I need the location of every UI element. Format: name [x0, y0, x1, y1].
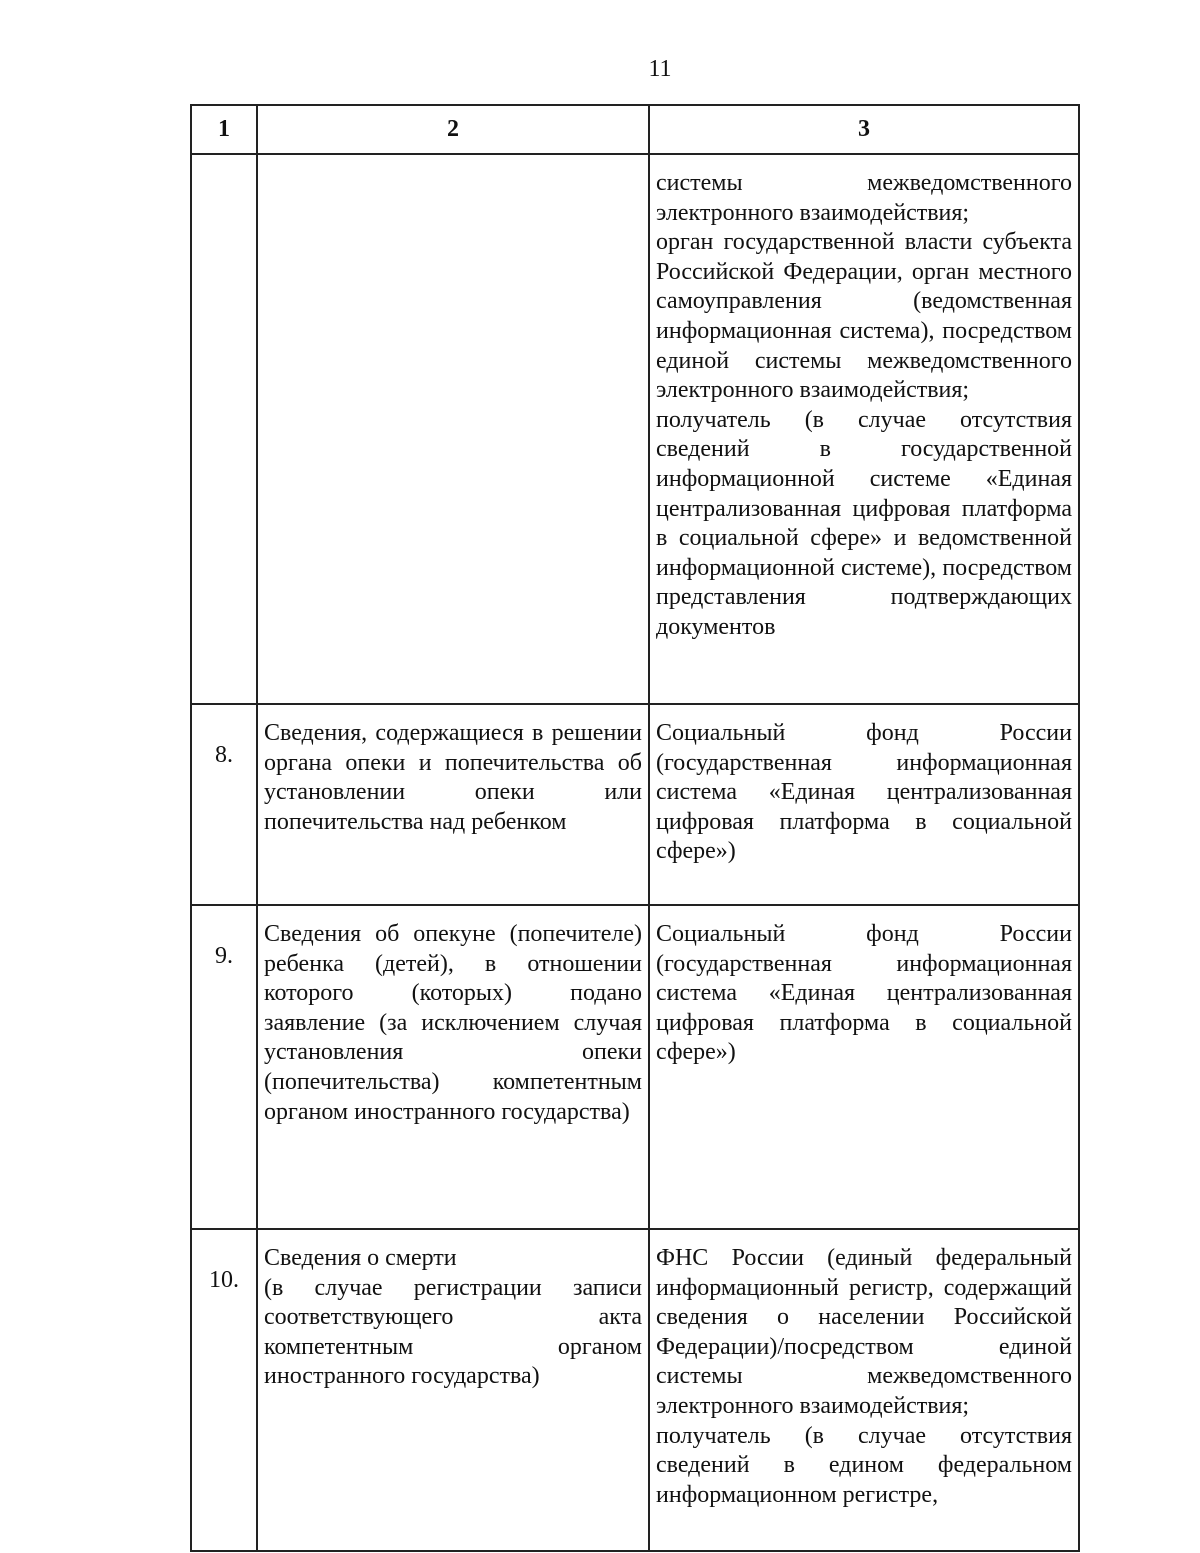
info-description-cell [257, 154, 649, 704]
row-number-cell: 10. [191, 1229, 257, 1551]
column-header-3: 3 [649, 105, 1079, 154]
info-description-cell [257, 905, 649, 1229]
row-number-cell: 9. [191, 905, 257, 1229]
description-paragraph: Сведения об опекуне (попечителе) ребенка (детей), в отношении которого (которых) подано заявление (за исключением случая установления опеки (попечительства) компетентным органом иностранного государства) [264, 921, 642, 1125]
source-paragraph: получатель (в случае отсутствия сведений в едином федеральном информационном регистре, [656, 1422, 1072, 1508]
table-header-row [191, 105, 1079, 154]
row-number-cell: 8. [191, 704, 257, 905]
info-description-cell [257, 1229, 649, 1551]
column-header-1: 1 [191, 105, 257, 154]
data-table [190, 104, 1080, 1552]
table-row [191, 704, 1079, 905]
source-paragraph: ФНС России (единый федеральный информационный регистр, содержащий сведения о населении Российской Федерации)/посредством единой системы межведомственного электронного взаимодействия; [656, 1245, 1072, 1419]
info-source-cell [649, 704, 1079, 905]
source-paragraph: системы межведомственного электронного взаимодействия; [656, 170, 1072, 226]
source-paragraph: Социальный фонд России (государственная информационная система «Единая централизованная цифровая платформа в социальной сфере») [656, 720, 1072, 865]
info-description-cell [257, 704, 649, 905]
row-number-cell [191, 154, 257, 704]
table-row-continuation [191, 154, 1079, 704]
table-row [191, 905, 1079, 1229]
description-paragraph: Сведения, содержащиеся в решении органа опеки и попечительства об установлении опеки или попечительства над ребенком [264, 720, 642, 835]
info-source-cell [649, 905, 1079, 1229]
source-paragraph: Социальный фонд России (государственная информационная система «Единая централизованная цифровая платформа в социальной сфере») [656, 921, 1072, 1066]
table-row [191, 1229, 1079, 1551]
description-paragraph: Сведения о смерти [264, 1245, 457, 1271]
page-number: 11 [648, 56, 672, 82]
column-header-2: 2 [257, 105, 649, 154]
source-paragraph: орган государственной власти субъекта Российской Федерации, орган местного самоуправления (ведомственная информационная система), посредством единой системы межведомственного электронного взаимодействия; [656, 229, 1072, 404]
info-source-cell [649, 154, 1079, 704]
description-paragraph: (в случае регистрации записи соответствующего акта компетентным органом иностранного государства) [264, 1274, 642, 1390]
info-source-cell [649, 1229, 1079, 1551]
source-paragraph: получатель (в случае отсутствия сведений в государственной информационной системе «Единая централизованная цифровая платформа в социальной сфере» и ведомственной информационной системе), посредством представления подтверждающих документов [656, 406, 1072, 640]
